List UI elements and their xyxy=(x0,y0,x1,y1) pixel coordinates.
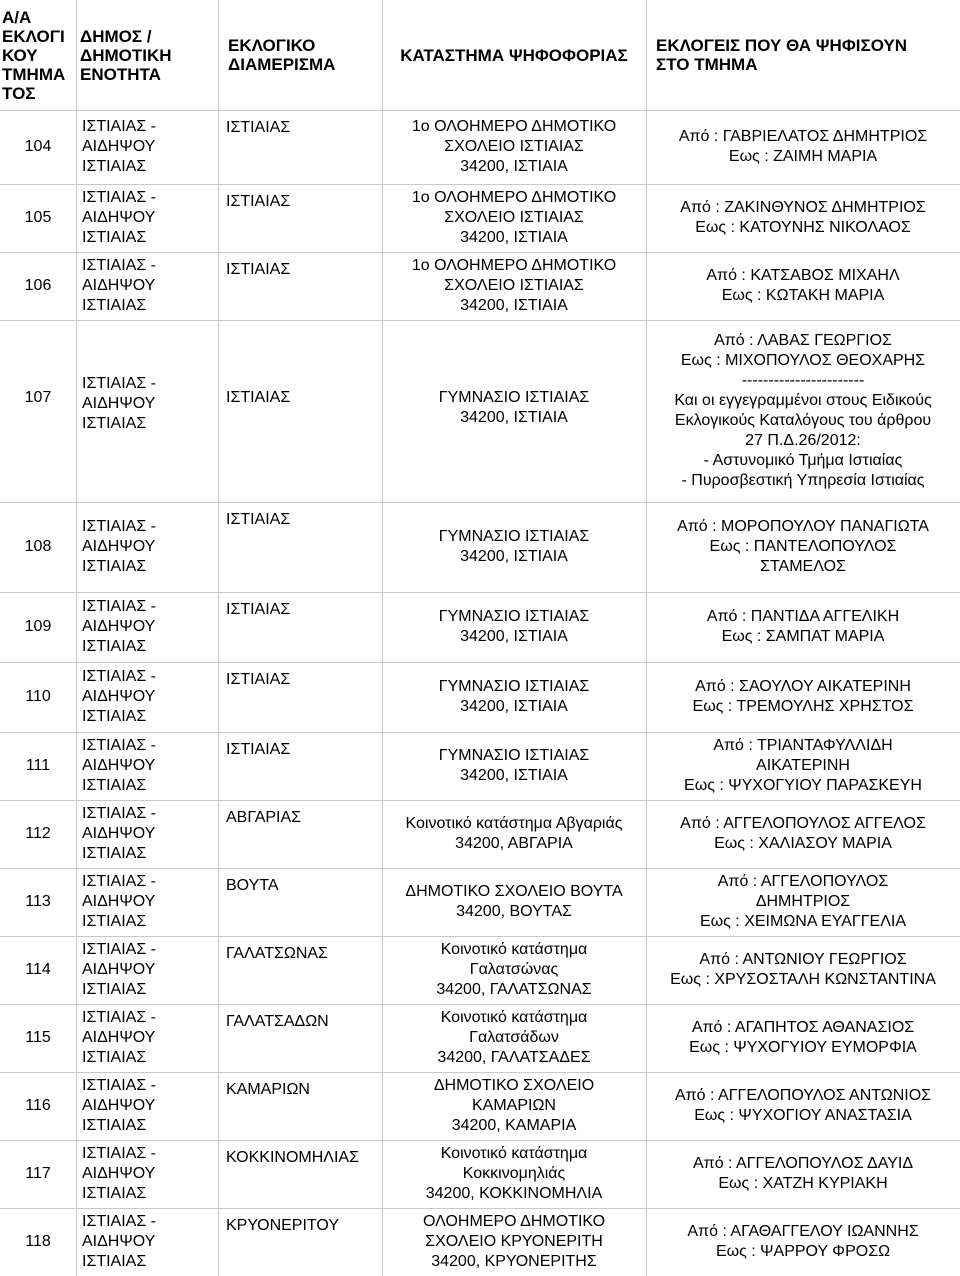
row-114-num xyxy=(0,936,76,1004)
column-divider xyxy=(382,0,383,1276)
row-113-station xyxy=(382,868,646,936)
row-108-station xyxy=(382,502,646,592)
municipality-text: ΙΣΤΙΑΙΑΣ - xyxy=(82,1213,157,1230)
voters-text: - Πυροσβεστική Υπηρεσία Ιστιαίας xyxy=(681,472,925,489)
station-text: 1ο ΟΛΟΗΜΕΡΟ ΔΗΜΟΤΙΚΟ xyxy=(411,118,617,135)
row-105-station xyxy=(382,184,646,252)
municipality-text: ΙΣΤΙΑΙΑΣ xyxy=(82,1185,147,1202)
station-text: ΣΧΟΛΕΙΟ ΚΡΥΟΝΕΡΙΤΗ xyxy=(425,1233,603,1250)
num-text: 104 xyxy=(24,138,52,155)
row-118-municipality xyxy=(76,1208,218,1276)
column-divider xyxy=(646,0,647,1276)
row-111-district xyxy=(218,732,382,800)
row-111-voters xyxy=(646,732,960,800)
district-text: ΙΣΤΙΑΙΑΣ xyxy=(226,389,291,406)
row-107-voters xyxy=(646,320,960,502)
station-text: Κοινοτικό κατάστημα xyxy=(440,941,588,958)
row-117-district xyxy=(218,1140,382,1208)
row-112-num xyxy=(0,800,76,868)
voters-text: Εως : ΧΑΤΖΗ ΚΥΡΙΑΚΗ xyxy=(718,1175,888,1192)
voters-text: Εως : ΨΥΧΟΓΥΙΟΥ ΠΑΡΑΣΚΕΥΗ xyxy=(684,777,922,794)
row-110-num xyxy=(0,662,76,732)
municipality-text: ΑΙΔΗΨΟΥ xyxy=(82,961,156,978)
voters-text: Εως : ΚΩΤΑΚΗ ΜΑΡΙΑ xyxy=(721,287,885,304)
voters-text: ΑΙΚΑΤΕΡΙΝΗ xyxy=(756,757,850,774)
voters-text: Εως : ΖΑΙΜΗ ΜΑΡΙΑ xyxy=(728,148,878,165)
row-107-num xyxy=(0,320,76,502)
district-text: ΚΑΜΑΡΙΩΝ xyxy=(226,1081,310,1098)
voters-text: Από : ΑΓΓΕΛΟΠΟΥΛΟΣ ΑΓΓΕΛΟΣ xyxy=(680,815,926,832)
district-text: ΙΣΤΙΑΙΑΣ xyxy=(226,511,291,528)
voters-text: Από : ΑΝΤΩΝΙΟΥ ΓΕΩΡΓΙΟΣ xyxy=(699,951,907,968)
column-divider xyxy=(218,0,219,1276)
row-109-station xyxy=(382,592,646,662)
column-header-line: ΤΟΣ xyxy=(2,83,36,103)
voters-text: ΔΗΜΗΤΡΙΟΣ xyxy=(755,893,851,910)
voters-text: Από : ΑΓΑΠΗΤΟΣ ΑΘΑΝΑΣΙΟΣ xyxy=(691,1019,915,1036)
num-text: 112 xyxy=(25,825,51,842)
district-text: ΙΣΤΙΑΙΑΣ xyxy=(226,119,291,136)
station-text: Γαλατσώνας xyxy=(469,961,559,978)
municipality-text: ΙΣΤΙΑΙΑΣ xyxy=(82,297,147,314)
municipality-text: ΙΣΤΙΑΙΑΣ - xyxy=(82,1009,157,1026)
municipality-text: ΙΣΤΙΑΙΑΣ - xyxy=(82,375,157,392)
voters-text: Εως : ΧΡΥΣΟΣΤΑΛΗ ΚΩΝΣΤΑΝΤΙΝΑ xyxy=(670,971,936,988)
station-text: 34200, ΙΣΤΙΑΙΑ xyxy=(460,297,568,314)
row-113-district xyxy=(218,868,382,936)
row-104-voters xyxy=(646,110,960,184)
district-text: ΓΑΛΑΤΣΑΔΩΝ xyxy=(226,1013,329,1030)
row-105-voters xyxy=(646,184,960,252)
num-text: 107 xyxy=(24,389,52,406)
row-106-station xyxy=(382,252,646,320)
row-114-district xyxy=(218,936,382,1004)
municipality-text: ΙΣΤΙΑΙΑΣ xyxy=(82,415,147,432)
row-116-station xyxy=(382,1072,646,1140)
row-divider xyxy=(0,252,960,253)
station-text: 34200, ΚΑΜΑΡΙΑ xyxy=(451,1117,577,1134)
station-text: 34200, ΙΣΤΙΑΙΑ xyxy=(460,548,568,565)
voters-text: Εως : ΜΙΧΟΠΟΥΛΟΣ ΘΕΟΧΑΡΗΣ xyxy=(680,352,926,369)
row-112-municipality xyxy=(76,800,218,868)
row-108-voters xyxy=(646,502,960,592)
voters-text: Εως : ΣΑΜΠΑΤ ΜΑΡΙΑ xyxy=(721,628,885,645)
voters-text: Από : ΤΡΙΑΝΤΑΦΥΛΛΙΔΗ xyxy=(713,737,893,754)
station-text: 34200, ΓΑΛΑΤΣΑΔΕΣ xyxy=(437,1049,591,1066)
row-113-num xyxy=(0,868,76,936)
row-114-municipality xyxy=(76,936,218,1004)
station-text: 34200, ΙΣΤΙΑΙΑ xyxy=(460,229,568,246)
municipality-text: ΙΣΤΙΑΙΑΣ xyxy=(82,1253,147,1270)
row-111-num xyxy=(0,732,76,800)
station-text: Κοινοτικό κατάστημα xyxy=(440,1145,588,1162)
municipality-text: ΑΙΔΗΨΟΥ xyxy=(82,277,156,294)
station-text: 34200, ΒΟΥΤΑΣ xyxy=(456,903,572,920)
voters-text: - Αστυνομικό Τμήμα Ιστιαίας xyxy=(703,452,903,469)
row-divider xyxy=(0,110,960,111)
column-header-line: ΕΚΛΟΓΙ xyxy=(2,26,65,46)
row-113-voters xyxy=(646,868,960,936)
column-header-municipality xyxy=(76,0,218,110)
row-divider xyxy=(0,1004,960,1005)
column-header-line: ΚΑΤΑΣΤΗΜΑ ΨΗΦΟΦΟΡΙΑΣ xyxy=(400,45,628,65)
row-divider xyxy=(0,868,960,869)
row-110-municipality xyxy=(76,662,218,732)
municipality-text: ΙΣΤΙΑΙΑΣ - xyxy=(82,805,157,822)
voters-text: Εως : ΚΑΤΟΥΝΗΣ ΝΙΚΟΛΑΟΣ xyxy=(695,219,911,236)
voters-text: Και οι εγγεγραμμένοι στους Ειδικούς xyxy=(674,392,932,409)
municipality-text: ΑΙΔΗΨΟΥ xyxy=(82,138,156,155)
row-118-station xyxy=(382,1208,646,1276)
row-107-district xyxy=(218,320,382,502)
row-113-municipality xyxy=(76,868,218,936)
num-text: 118 xyxy=(25,1233,51,1250)
municipality-text: ΑΙΔΗΨΟΥ xyxy=(82,618,156,635)
row-109-num xyxy=(0,592,76,662)
voters-text: ΣΤΑΜΕΛΟΣ xyxy=(760,558,846,575)
row-110-district xyxy=(218,662,382,732)
num-text: 114 xyxy=(25,961,51,978)
column-header-line: ΕΝΟΤΗΤΑ xyxy=(80,64,161,84)
voters-text: Εως : ΨΑΡΡΟΥ ΦΡΟΣΩ xyxy=(715,1243,891,1260)
row-divider xyxy=(0,184,960,185)
municipality-text: ΙΣΤΙΑΙΑΣ - xyxy=(82,873,157,890)
municipality-text: ΙΣΤΙΑΙΑΣ xyxy=(82,158,147,175)
row-divider xyxy=(0,662,960,663)
row-115-num xyxy=(0,1004,76,1072)
row-104-num xyxy=(0,110,76,184)
voters-text: Εως : ΠΑΝΤΕΛΟΠΟΥΛΟΣ xyxy=(709,538,897,555)
station-text: 1ο ΟΛΟΗΜΕΡΟ ΔΗΜΟΤΙΚΟ xyxy=(411,257,617,274)
row-115-voters xyxy=(646,1004,960,1072)
row-104-station xyxy=(382,110,646,184)
municipality-text: ΙΣΤΙΑΙΑΣ - xyxy=(82,668,157,685)
municipality-text: ΙΣΤΙΑΙΑΣ - xyxy=(82,598,157,615)
station-text: ΓΥΜΝΑΣΙΟ ΙΣΤΙΑΙΑΣ xyxy=(438,678,590,695)
voters-text: Εως : ΧΑΛΙΑΣΟΥ ΜΑΡΙΑ xyxy=(714,835,892,852)
municipality-text: ΑΙΔΗΨΟΥ xyxy=(82,209,156,226)
row-divider xyxy=(0,1072,960,1073)
station-text: 34200, ΚΡΥΟΝΕΡΙΤΗΣ xyxy=(431,1253,597,1270)
row-112-district xyxy=(218,800,382,868)
row-104-municipality xyxy=(76,110,218,184)
voters-text: Από : ΠΑΝΤΙΔΑ ΑΓΓΕΛΙΚΗ xyxy=(706,608,900,625)
voters-text: Εκλογικούς Καταλόγους του άρθρου xyxy=(674,412,932,429)
row-104-district xyxy=(218,110,382,184)
station-text: 34200, ΑΒΓΑΡΙΑ xyxy=(455,835,573,852)
row-110-station xyxy=(382,662,646,732)
row-108-district xyxy=(218,502,382,592)
municipality-text: ΑΙΔΗΨΟΥ xyxy=(82,1029,156,1046)
row-117-num xyxy=(0,1140,76,1208)
voters-text: Από : ΜΟΡΟΠΟΥΛΟΥ ΠΑΝΑΓΙΩΤΑ xyxy=(677,518,929,535)
district-text: ΙΣΤΙΑΙΑΣ xyxy=(226,261,291,278)
municipality-text: ΑΙΔΗΨΟΥ xyxy=(82,395,156,412)
municipality-text: ΙΣΤΙΑΙΑΣ - xyxy=(82,737,157,754)
row-112-voters xyxy=(646,800,960,868)
voters-text: 27 Π.Δ.26/2012: xyxy=(745,432,861,449)
num-text: 116 xyxy=(25,1097,51,1114)
station-text: 34200, ΚΟΚΚΙΝΟΜΗΛΙΑ xyxy=(425,1185,603,1202)
column-header-line: ΚΟΥ xyxy=(2,45,38,65)
row-118-voters xyxy=(646,1208,960,1276)
station-text: Γαλατσάδων xyxy=(469,1029,559,1046)
row-109-district xyxy=(218,592,382,662)
district-text: ΙΣΤΙΑΙΑΣ xyxy=(226,741,291,758)
row-divider xyxy=(0,732,960,733)
station-text: ΚΑΜΑΡΙΩΝ xyxy=(472,1097,556,1114)
column-header-line: Α/Α xyxy=(2,7,32,27)
row-106-num xyxy=(0,252,76,320)
municipality-text: ΙΣΤΙΑΙΑΣ xyxy=(82,845,147,862)
row-105-district xyxy=(218,184,382,252)
row-115-district xyxy=(218,1004,382,1072)
district-text: ΙΣΤΙΑΙΑΣ xyxy=(226,601,291,618)
row-106-district xyxy=(218,252,382,320)
row-115-station xyxy=(382,1004,646,1072)
row-106-voters xyxy=(646,252,960,320)
municipality-text: ΙΣΤΙΑΙΑΣ xyxy=(82,229,147,246)
municipality-text: ΙΣΤΙΑΙΑΣ - xyxy=(82,518,157,535)
row-114-voters xyxy=(646,936,960,1004)
row-116-voters xyxy=(646,1072,960,1140)
voters-text: ----------------------- xyxy=(741,372,865,389)
row-116-num xyxy=(0,1072,76,1140)
row-106-municipality xyxy=(76,252,218,320)
municipality-text: ΙΣΤΙΑΙΑΣ xyxy=(82,708,147,725)
station-text: 34200, ΙΣΤΙΑΙΑ xyxy=(460,698,568,715)
num-text: 108 xyxy=(24,538,52,555)
station-text: 34200, ΙΣΤΙΑΙΑ xyxy=(460,158,568,175)
row-117-station xyxy=(382,1140,646,1208)
municipality-text: ΙΣΤΙΑΙΑΣ xyxy=(82,913,147,930)
row-116-municipality xyxy=(76,1072,218,1140)
num-text: 115 xyxy=(25,1029,51,1046)
municipality-text: ΑΙΔΗΨΟΥ xyxy=(82,1233,156,1250)
column-header-num xyxy=(0,0,76,110)
row-112-station xyxy=(382,800,646,868)
row-118-num xyxy=(0,1208,76,1276)
voters-text: Από : ΖΑΚΙΝΘΥΝΟΣ ΔΗΜΗΤΡΙΟΣ xyxy=(680,199,926,216)
station-text: ΓΥΜΝΑΣΙΟ ΙΣΤΙΑΙΑΣ xyxy=(438,528,590,545)
row-divider xyxy=(0,592,960,593)
row-divider xyxy=(0,1208,960,1209)
num-text: 106 xyxy=(24,277,52,294)
station-text: ΣΧΟΛΕΙΟ ΙΣΤΙΑΙΑΣ xyxy=(444,277,584,294)
voters-text: Εως : ΨΥΧΟΓΙΟΥ ΑΝΑΣΤΑΣΙΑ xyxy=(694,1107,912,1124)
municipality-text: ΙΣΤΙΑΙΑΣ - xyxy=(82,189,157,206)
municipality-text: ΙΣΤΙΑΙΑΣ xyxy=(82,777,147,794)
row-105-municipality xyxy=(76,184,218,252)
row-117-municipality xyxy=(76,1140,218,1208)
municipality-text: ΑΙΔΗΨΟΥ xyxy=(82,1097,156,1114)
station-text: 34200, ΓΑΛΑΤΣΩΝΑΣ xyxy=(436,981,592,998)
station-text: ΔΗΜΟΤΙΚΟ ΣΧΟΛΕΙΟ ΒΟΥΤΑ xyxy=(405,883,623,900)
row-divider xyxy=(0,936,960,937)
row-115-municipality xyxy=(76,1004,218,1072)
row-107-municipality xyxy=(76,320,218,502)
district-text: ΚΡΥΟΝΕΡΙΤΟΥ xyxy=(226,1217,339,1234)
municipality-text: ΑΙΔΗΨΟΥ xyxy=(82,688,156,705)
station-text: ΓΥΜΝΑΣΙΟ ΙΣΤΙΑΙΑΣ xyxy=(438,389,590,406)
station-text: 34200, ΙΣΤΙΑΙΑ xyxy=(460,767,568,784)
station-text: Κοκκινομηλιάς xyxy=(462,1165,566,1182)
row-109-voters xyxy=(646,592,960,662)
row-111-station xyxy=(382,732,646,800)
municipality-text: ΙΣΤΙΑΙΑΣ - xyxy=(82,1145,157,1162)
voters-text: Από : ΓΑΒΡΙΕΛΑΤΟΣ ΔΗΜΗΤΡΙΟΣ xyxy=(678,128,928,145)
district-text: ΙΣΤΙΑΙΑΣ xyxy=(226,671,291,688)
row-110-voters xyxy=(646,662,960,732)
num-text: 117 xyxy=(25,1165,51,1182)
column-header-station xyxy=(382,0,646,110)
column-header-line: ΕΚΛΟΓΕΙΣ ΠΟΥ ΘΑ ΨΗΦΙΣΟΥΝ xyxy=(656,36,908,55)
station-text: 34200, ΙΣΤΙΑΙΑ xyxy=(460,409,568,426)
num-text: 109 xyxy=(24,618,52,635)
municipality-text: ΙΣΤΙΑΙΑΣ xyxy=(82,1049,147,1066)
district-text: ΚΟΚΚΙΝΟΜΗΛΙΑΣ xyxy=(226,1149,359,1166)
row-116-district xyxy=(218,1072,382,1140)
row-divider xyxy=(0,502,960,503)
row-114-station xyxy=(382,936,646,1004)
row-109-municipality xyxy=(76,592,218,662)
num-text: 110 xyxy=(25,688,51,705)
municipality-text: ΑΙΔΗΨΟΥ xyxy=(82,1165,156,1182)
station-text: ΟΛΟΗΜΕΡΟ ΔΗΜΟΤΙΚΟ xyxy=(422,1213,606,1230)
voters-text: Από : ΣΑΟΥΛΟΥ ΑΙΚΑΤΕΡΙΝΗ xyxy=(695,678,911,695)
station-text: Κοινοτικό κατάστημα Αβγαριάς xyxy=(405,815,623,832)
row-117-voters xyxy=(646,1140,960,1208)
municipality-text: ΙΣΤΙΑΙΑΣ xyxy=(82,981,147,998)
num-text: 111 xyxy=(25,757,51,774)
station-text: ΣΧΟΛΕΙΟ ΙΣΤΙΑΙΑΣ xyxy=(444,138,584,155)
municipality-text: ΙΣΤΙΑΙΑΣ - xyxy=(82,257,157,274)
district-text: ΙΣΤΙΑΙΑΣ xyxy=(226,193,291,210)
num-text: 105 xyxy=(24,209,52,226)
row-105-num xyxy=(0,184,76,252)
row-108-num xyxy=(0,502,76,592)
municipality-text: ΑΙΔΗΨΟΥ xyxy=(82,893,156,910)
column-header-line: ΔΙΑΜΕΡΙΣΜΑ xyxy=(228,55,336,74)
district-text: ΒΟΥΤΑ xyxy=(226,877,279,894)
row-108-municipality xyxy=(76,502,218,592)
num-text: 113 xyxy=(25,893,51,910)
station-text: ΓΥΜΝΑΣΙΟ ΙΣΤΙΑΙΑΣ xyxy=(438,747,590,764)
voters-text: Εως : ΨΥΧΟΓΥΙΟΥ ΕΥΜΟΡΦΙΑ xyxy=(689,1039,917,1056)
row-divider xyxy=(0,1140,960,1141)
district-text: ΑΒΓΑΡΙΑΣ xyxy=(226,809,302,826)
row-divider xyxy=(0,800,960,801)
district-text: ΓΑΛΑΤΣΩΝΑΣ xyxy=(226,945,328,962)
column-header-line: ΤΜΗΜΑ xyxy=(2,64,66,84)
municipality-text: ΙΣΤΙΑΙΑΣ - xyxy=(82,118,157,135)
voters-text: Από : ΑΓΑΘΑΓΓΕΛΟΥ ΙΩΑΝΝΗΣ xyxy=(687,1223,919,1240)
municipality-text: ΙΣΤΙΑΙΑΣ - xyxy=(82,941,157,958)
station-text: Κοινοτικό κατάστημα xyxy=(440,1009,588,1026)
station-text: 1ο ΟΛΟΗΜΕΡΟ ΔΗΜΟΤΙΚΟ xyxy=(411,189,617,206)
row-divider xyxy=(0,320,960,321)
municipality-text: ΑΙΔΗΨΟΥ xyxy=(82,538,156,555)
column-header-line: ΔΗΜΟΤΙΚΗ xyxy=(80,45,172,65)
column-header-voters xyxy=(646,0,960,110)
municipality-text: ΑΙΔΗΨΟΥ xyxy=(82,757,156,774)
voters-text: Από : ΑΓΓΕΛΟΠΟΥΛΟΣ ΑΝΤΩΝΙΟΣ xyxy=(674,1087,932,1104)
row-107-station xyxy=(382,320,646,502)
station-text: 34200, ΙΣΤΙΑΙΑ xyxy=(460,628,568,645)
column-header-line: ΕΚΛΟΓΙΚΟ xyxy=(228,36,316,55)
row-111-municipality xyxy=(76,732,218,800)
voters-text: Εως : ΤΡΕΜΟΥΛΗΣ ΧΡΗΣΤΟΣ xyxy=(692,698,914,715)
voters-text: Εως : ΧΕΙΜΩΝΑ ΕΥΑΓΓΕΛΙΑ xyxy=(699,913,906,930)
column-header-line: ΔΗΜΟΣ / xyxy=(80,26,152,46)
voters-text: Από : ΚΑΤΣΑΒΟΣ ΜΙΧΑΗΛ xyxy=(706,267,900,284)
station-text: ΔΗΜΟΤΙΚΟ ΣΧΟΛΕΙΟ xyxy=(433,1077,595,1094)
station-text: ΣΧΟΛΕΙΟ ΙΣΤΙΑΙΑΣ xyxy=(444,209,584,226)
voters-text: Από : ΑΓΓΕΛΟΠΟΥΛΟΣ xyxy=(717,873,889,890)
row-118-district xyxy=(218,1208,382,1276)
municipality-text: ΙΣΤΙΑΙΑΣ xyxy=(82,638,147,655)
municipality-text: ΙΣΤΙΑΙΑΣ - xyxy=(82,1077,157,1094)
municipality-text: ΙΣΤΙΑΙΑΣ xyxy=(82,1117,147,1134)
municipality-text: ΑΙΔΗΨΟΥ xyxy=(82,825,156,842)
municipality-text: ΙΣΤΙΑΙΑΣ xyxy=(82,558,147,575)
station-text: ΓΥΜΝΑΣΙΟ ΙΣΤΙΑΙΑΣ xyxy=(438,608,590,625)
column-divider xyxy=(76,0,77,1276)
column-header-district xyxy=(218,0,382,110)
voters-text: Από : ΛΑΒΑΣ ΓΕΩΡΓΙΟΣ xyxy=(714,332,892,349)
voters-text: Από : ΑΓΓΕΛΟΠΟΥΛΟΣ ΔΑΥΙΔ xyxy=(692,1155,914,1172)
column-header-line: ΣΤΟ ΤΜΗΜΑ xyxy=(656,55,758,74)
